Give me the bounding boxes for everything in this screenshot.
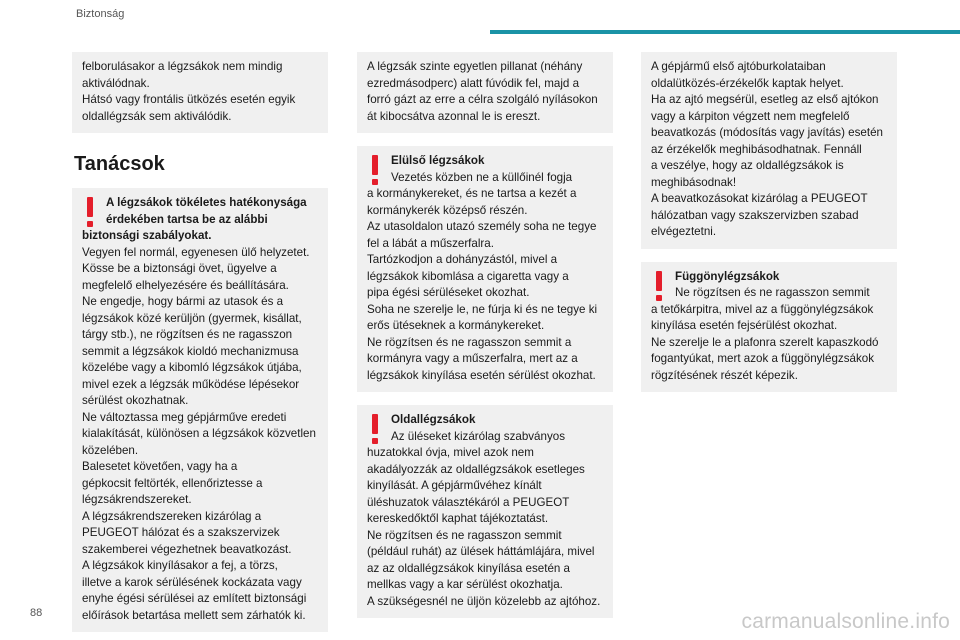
text-line: semmit a légzsákok kioldó mechanizmusa <box>82 344 299 358</box>
text-line: kormánykerék középső részén. <box>367 203 528 217</box>
text-line: fogantyúkat, mert azok a függönylégzsákok <box>651 352 874 365</box>
column-left <box>72 52 328 632</box>
text-line: Az üléseket kizárólag szabványos <box>391 429 565 443</box>
text-line: légzsákok kibomlása a cigaretta vagy a <box>367 269 569 283</box>
text-line: Ha az ajtó megsérül, esetleg az első ajtókon <box>651 93 879 106</box>
text-line: vagy a kárpiton végzett nem megfelelő <box>651 109 850 123</box>
text-line: légzsákrendszereket. <box>82 493 192 506</box>
warning-icon <box>371 155 379 185</box>
warning-box-side-airbags <box>357 405 613 618</box>
text-line: pipa égési sérüléseket okozhat. <box>367 286 530 299</box>
warning-header <box>651 269 889 302</box>
text-line: közelébe vagy a kibomló légzsákok útjába, <box>82 361 302 374</box>
warning-header <box>367 412 605 445</box>
text-line: kinyílását. A gépjárművéhez kínált <box>367 479 542 492</box>
text-line: a tetőkárpitra, mivel az a függönylégzsákok <box>651 302 874 316</box>
chapter-header: Biztonság <box>76 8 125 20</box>
text-line: A légzsák szinte egyetlen pillanat (néhány <box>367 60 583 73</box>
text-line: Hátsó vagy frontális ütközés esetén egyik <box>82 93 296 106</box>
text-line: gépkocsit feltörték, ellenőriztesse a <box>82 476 263 490</box>
intro-box-middle <box>357 52 613 133</box>
watermark: carmanualsonline.info <box>741 610 950 633</box>
text-line: illetve a karok sérülésének kockázata vagy <box>82 575 302 589</box>
text-line: PEUGEOT hálózat és a szakszervizek <box>82 526 280 539</box>
text-line: Vezetés közben ne a küllőinél fogja <box>391 170 573 184</box>
text-line: kinyílása esetén fejsérülést okozhat. <box>651 319 838 332</box>
text-line: oldalütközés-érzékelők kaptak helyet. <box>651 76 844 90</box>
text-line: szakemberei végezhetnek beavatkozást. <box>82 542 292 556</box>
text-line: tárgy stb.), ne rögzítsen és ne ragasszon <box>82 328 293 341</box>
text-line: A légzsákok kinyílásakor a fej, a törzs, <box>82 559 278 572</box>
text-line: A szükségesnél ne üljön közelebb az ajtóhoz. <box>367 594 601 608</box>
text-line: felborulásakor a légzsákok nem mindig <box>82 60 283 73</box>
text-line: Soha ne szerelje le, ne fúrja ki és ne tegye ki <box>367 302 598 316</box>
text-line: kialakítását, különösen a légzsákok közvetlen <box>82 427 316 440</box>
warning-icon <box>86 197 94 227</box>
text-line: Ne szerelje le a plafonra szerelt kapaszkodó <box>651 335 879 349</box>
text-line: megfelelő elhelyezésére és beállítására. <box>82 278 289 292</box>
column-right <box>641 52 897 392</box>
text-line: Ne változtassa meg gépjárműve eredeti <box>82 410 287 424</box>
text-line: a kormánykereket, és ne tartsa a kezét a <box>367 187 577 200</box>
warning-title: Oldallégzsákok <box>391 413 476 426</box>
text-line: Vegyen fel normál, egyenesen ülő helyzetet. <box>82 245 310 259</box>
text-line: Balesetet követően, vagy ha a <box>82 460 238 473</box>
warning-box-safety-rules <box>72 188 328 632</box>
text-line: közelében. <box>82 443 139 457</box>
text-line: enyhe égési sérülései az említett biztonsági <box>82 592 307 605</box>
text-line: Tartózkodjon a dohányzástól, mivel a <box>367 253 558 266</box>
text-line: kereskedőktől kaphat tájékoztatást. <box>367 512 549 525</box>
warning-box-curtain-airbags <box>641 262 897 393</box>
intro-box-right <box>641 52 897 249</box>
warning-title: Elülső légzsákok <box>391 154 485 167</box>
warning-icon <box>655 271 663 301</box>
warning-header <box>82 195 320 228</box>
text-line: Ne rögzítsen és ne ragasszon semmit a <box>367 335 572 349</box>
text-line: elvégeztetni. <box>651 225 717 238</box>
warning-title: érdekében tartsa be az alábbi <box>106 212 268 226</box>
text-line: akadályozzák az oldallégzsákok esetleges <box>367 462 585 476</box>
text-line: az érzékelők meghibásodhatnak. Fennáll <box>651 142 862 156</box>
text-line: át kibocsátva azonnal le is ereszt. <box>367 109 541 123</box>
text-line: forró gázt az erre a célra szolgáló nyílásokon <box>367 93 598 106</box>
text-line: aktiválódnak. <box>82 76 150 90</box>
text-line: mivel ezek a légzsák működése lépésekor <box>82 377 300 391</box>
text-line: oldallégzsák sem aktiválódik. <box>82 109 232 123</box>
text-line: Az utasoldalon utazó személy soha ne tegye <box>367 220 597 233</box>
text-line: A beavatkozásokat kizárólag a PEUGEOT <box>651 192 868 205</box>
text-line: beavatkozás (módosítás vagy javítás) esetén <box>651 126 883 139</box>
warning-box-front-airbags <box>357 146 613 392</box>
warning-title: Függönylégzsákok <box>675 269 780 283</box>
warning-header <box>367 153 605 186</box>
text-line: Ne engedje, hogy bármi az utasok és a <box>82 295 284 308</box>
text-line: A gépjármű első ajtóburkolataiban <box>651 60 826 73</box>
text-line: (például ruhát) az ülések háttámlájára, mivel <box>367 545 595 558</box>
page-number: 88 <box>30 607 43 619</box>
section-title: Tanácsok <box>74 153 165 175</box>
text-line: Kösse be a biztonsági övet, ügyelve a <box>82 262 277 275</box>
header-accent-bar <box>490 30 960 34</box>
text-line: hálózatban vagy szakszervizben szabad <box>651 208 859 222</box>
text-line: mellkas vagy a kar sérülést okozhatja. <box>367 578 563 591</box>
text-line: előírások betartása mellett sem zárhatók ki. <box>82 608 306 622</box>
text-line: A légzsákrendszereken kizárólag a <box>82 509 262 523</box>
text-line: sérülést okozhatnak. <box>82 394 189 407</box>
text-line: meghibásodnak! <box>651 175 737 189</box>
warning-title: A légzsákok tökéletes hatékonysága <box>106 196 307 209</box>
text-line: a veszélye, hogy az oldallégzsákok is <box>651 159 844 172</box>
text-line: az az oldallégzsákok kinyílása esetén a <box>367 561 571 575</box>
intro-box-left <box>72 52 328 133</box>
text-line: ezredmásodperc) alatt fúvódik fel, majd a <box>367 76 580 90</box>
text-line: fel a lábát a műszerfalra. <box>367 236 494 250</box>
text-line: Ne rögzítsen és ne ragasszon semmit <box>675 286 870 299</box>
text-line: üléshuzatok választékáról a PEUGEOT <box>367 495 570 509</box>
text-line: Ne rögzítsen és ne ragasszon semmit <box>367 528 562 542</box>
text-line: huzatokkal óvja, mivel azok nem <box>367 446 534 459</box>
warning-icon <box>371 414 379 444</box>
text-line: légzsákok kinyílása esetén sérülést okozhat. <box>367 368 596 382</box>
text-line: légzsákok közé kerüljön (gyermek, kisállat, <box>82 311 302 325</box>
column-middle <box>357 52 613 618</box>
text-line: rögzítésének részét képezik. <box>651 368 798 382</box>
warning-title: biztonsági szabályokat. <box>82 229 212 242</box>
text-line: kormányra vagy a műszerfalra, mert az a <box>367 352 578 365</box>
text-line: erős ütéseknek a kormánykereket. <box>367 319 545 332</box>
